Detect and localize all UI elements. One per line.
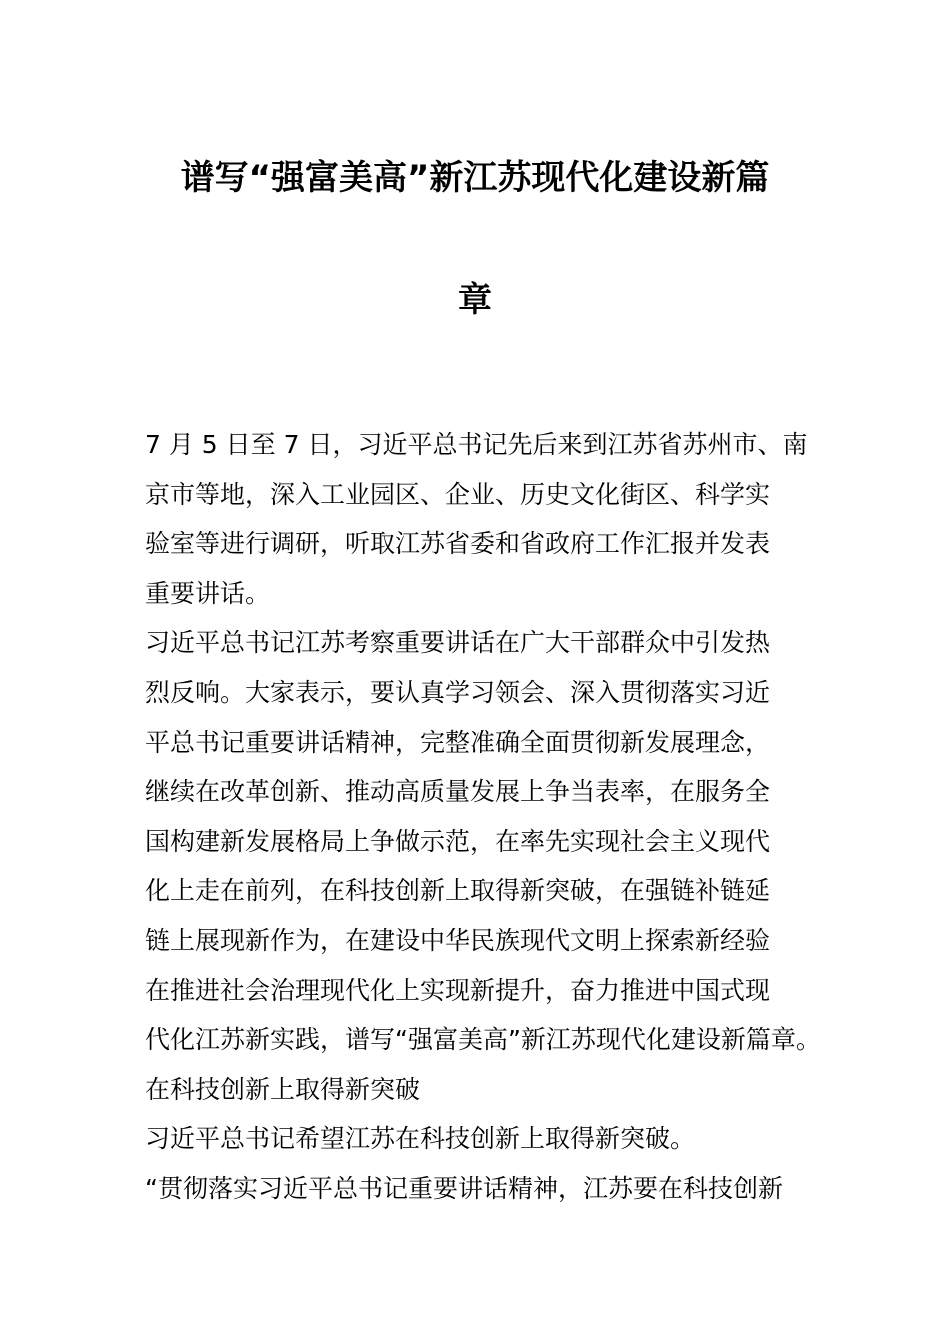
- text-line: 化上走在前列，在科技创新上取得新突破，在强链补链延: [145, 876, 771, 906]
- document-title-line-2: 章: [458, 280, 492, 320]
- text-line: 习近平总书记江苏考察重要讲话在广大干部群众中引发热: [145, 628, 771, 658]
- text-line: 在推进社会治理现代化上实现新提升，奋力推进中国式现: [145, 975, 771, 1005]
- text-line: 平总书记重要讲话精神，完整准确全面贯彻新发展理念，: [145, 727, 771, 757]
- text-line: 烈反响。大家表示，要认真学习领会、深入贯彻落实习近: [145, 677, 771, 707]
- text-line: “贯彻落实习近平总书记重要讲话精神，江苏要在科技创新: [145, 1173, 783, 1203]
- paragraph-quote: [145, 1164, 820, 1214]
- text-line: 代化江苏新实践，谱写“强富美高”新江苏现代化建设新篇章。: [145, 1025, 821, 1055]
- document-body: [145, 420, 820, 1214]
- text-line: 在科技创新上取得新突破: [145, 1074, 421, 1104]
- text-line: 京市等地，深入工业园区、企业、历史文化街区、科学实: [145, 479, 771, 509]
- text-line: 重要讲话。: [145, 578, 271, 608]
- text-line: 习近平总书记希望江苏在科技创新上取得新突破。: [145, 1124, 696, 1154]
- text-line: 链上展现新作为，在建设中华民族现代文明上探索新经验: [145, 925, 771, 955]
- text-line: 验室等进行调研，听取江苏省委和省政府工作汇报并发表: [145, 529, 771, 559]
- document-title-line-1: 谱写“强富美高”新江苏现代化建设新篇: [180, 158, 770, 198]
- text-line: 国构建新发展格局上争做示范，在率先实现社会主义现代: [145, 826, 771, 856]
- section-heading: [145, 1065, 820, 1115]
- paragraph-hope: [145, 1114, 820, 1164]
- text-line: 继续在改革创新、推动高质量发展上争当表率，在服务全: [145, 777, 771, 807]
- paragraph-response: [145, 618, 820, 1064]
- paragraph-intro: [145, 420, 820, 618]
- text-line: 7 月 5 日至 7 日，习近平总书记先后来到江苏省苏州市、南: [145, 430, 808, 459]
